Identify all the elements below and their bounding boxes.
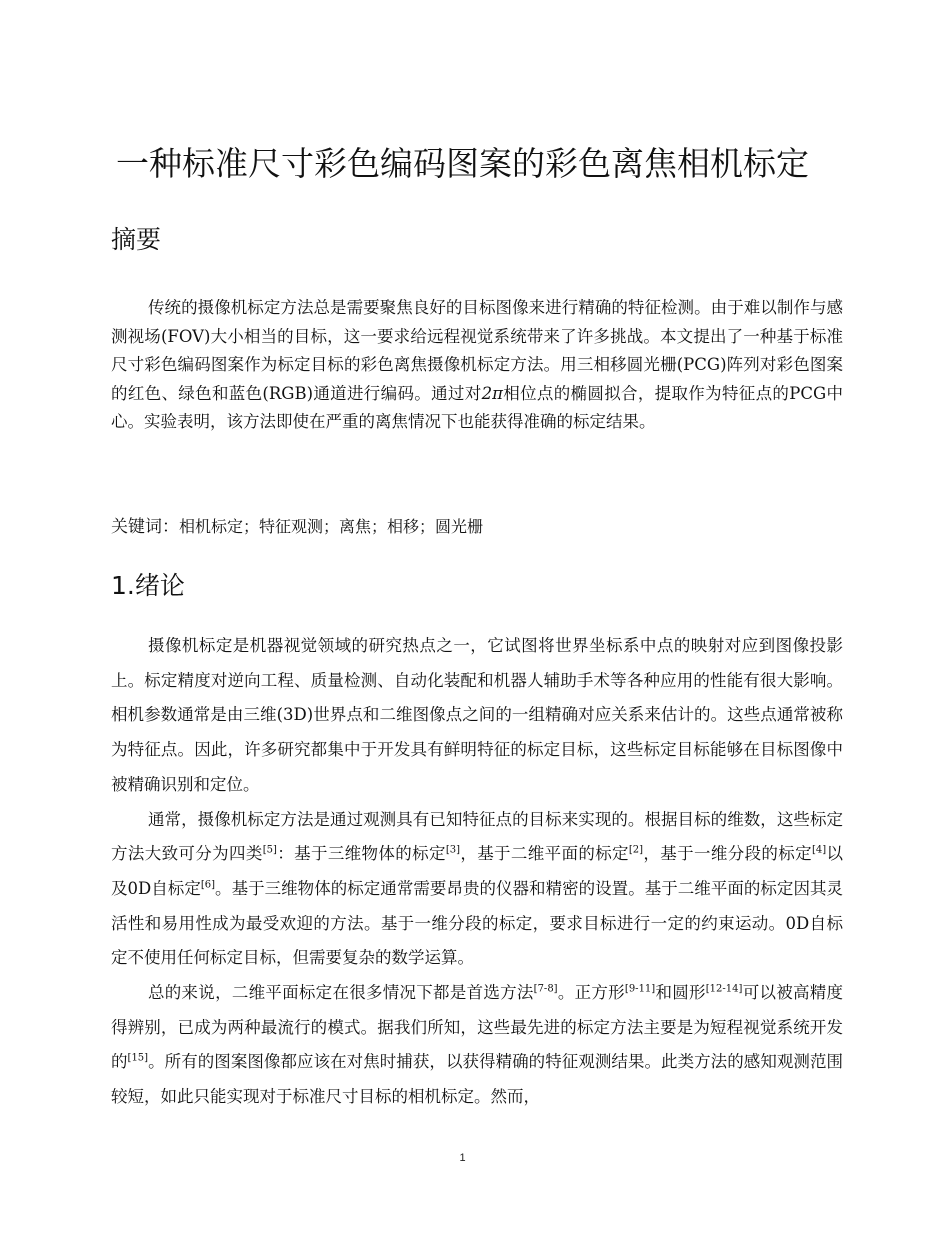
- citation: [6]: [200, 879, 216, 891]
- citation: [2]: [628, 844, 644, 856]
- p3-text-3: 和圆形: [655, 983, 706, 1003]
- section-heading-introduction: 1.绪论: [111, 571, 185, 600]
- citation: [7-8]: [533, 983, 558, 995]
- p2-text-4: ，基于一维分段的标定: [643, 844, 812, 864]
- citation: [4]: [812, 844, 827, 856]
- p3-text-5: 。所有的图案图像都应该在对焦时捕获，以获得精确的特征观测结果。此类方法的感知观测范围较短，如此只能实现对于标准尺寸目标的相机标定。然而，: [111, 1052, 844, 1107]
- keywords-line: [111, 512, 483, 537]
- citation: [15]: [127, 1052, 149, 1064]
- p3-text-1: 总的来说，二维平面标定在很多情况下都是首选方法: [148, 983, 534, 1003]
- p2-text-2: ：基于三维物体的标定: [276, 844, 446, 864]
- p2-text-3: ，基于二维平面的标定: [459, 844, 629, 864]
- abstract-paragraph: [111, 294, 843, 437]
- abstract-text-b: 相位点的椭圆拟合，提取作为特征点的PCG中心。实验表明，该方法即使在严重的离焦情况下也能获得准确的标定结果。: [111, 383, 843, 431]
- intro-paragraph-2: [111, 803, 843, 977]
- keywords-text: 相机标定；特征观测；离焦；相移；圆光栅: [179, 517, 484, 536]
- p2-text-5: 以及0D自标定: [111, 844, 844, 898]
- citation: [12-14]: [705, 983, 743, 995]
- abstract-body: [111, 294, 843, 437]
- introduction-body: [111, 629, 843, 1115]
- abstract-heading: 摘要: [111, 225, 162, 254]
- math-2pi: 2π: [481, 383, 503, 403]
- p3-text-2: 。正方形: [557, 983, 625, 1003]
- intro-paragraph-3: [111, 976, 843, 1115]
- p3-text-4: 可以被高精度得辨别，已成为两种最流行的模式。据我们所知，这些最先进的标定方法主要是为短程视觉系统开发的: [111, 983, 844, 1072]
- intro-paragraph-1: 摄像机标定是机器视觉领域的研究热点之一，它试图将世界坐标系中点的映射对应到图像投影上。标定精度对逆向工程、质量检测、自动化装配和机器人辅助手术等各种应用的性能有很大影响。相机参数通常是由三维(3D)世界点和二维图像点之间的一组精确对应关系来估计的。这些点通常被称为特征点。因此，许多研究都集中于开发具有鲜明特征的标定目标，这些标定目标能够在目标图像中被精确识别和定位。: [111, 636, 843, 794]
- citation: [5]: [262, 844, 277, 856]
- p2-text-1: 通常，摄像机标定方法是通过观测具有已知特征点的目标来实现的。根据目标的维数，这些标定方法大致可分为四类: [111, 809, 843, 864]
- p2-text-6: 。基于三维物体的标定通常需要昂贵的仪器和精密的设置。基于二维平面的标定因其灵活性和易用性成为最受欢迎的方法。基于一维分段的标定，要求目标进行一定的约束运动。0D自标定不使用任何标定目标，但需要复杂的数学运算。: [111, 878, 843, 968]
- citation: [9-11]: [624, 983, 656, 995]
- keywords-label: 关键词：: [111, 517, 179, 537]
- abstract-text-a: 传统的摄像机标定方法总是需要聚焦良好的目标图像来进行精确的特征检测。由于难以制作与感测视场(FOV)大小相当的目标，这一要求给远程视觉系统带来了许多挑战。本文提出了一种基于标准尺寸彩色编码图案作为标定目标的彩色离焦摄像机标定方法。用三相移圆光栅(PCG)阵列对彩色图案的红色、绿色和蓝色(RGB)通道进行编码。通过对: [111, 298, 843, 403]
- paper-title: 一种标准尺寸彩色编码图案的彩色离焦相机标定: [116, 144, 809, 183]
- page-number: 1: [459, 1152, 466, 1164]
- citation: [3]: [445, 844, 460, 856]
